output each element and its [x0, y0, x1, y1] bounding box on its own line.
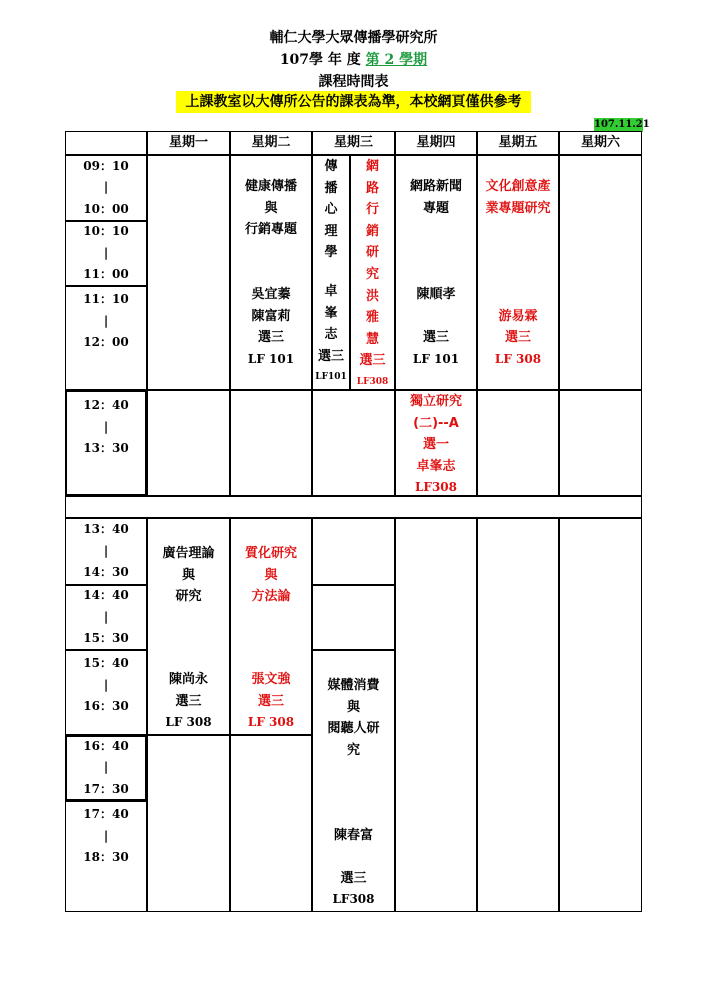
day-header-fri: 星期五 [477, 131, 559, 155]
course-type: 選三 [317, 348, 344, 364]
course-title-char: 播 [324, 180, 338, 196]
cell-wed-noon [312, 390, 395, 496]
time-end: 12：00 [83, 335, 129, 350]
course-title-line: 專題 [422, 200, 449, 216]
time-separator: | [103, 180, 109, 195]
time-separator: | [103, 543, 109, 558]
time-start: 17：40 [83, 807, 129, 821]
academic-year [0, 49, 707, 69]
time-start: 11：10 [83, 292, 129, 306]
course-room: LF101 [315, 372, 347, 383]
cell-tue-noon [230, 390, 312, 496]
school-title: 輔仁大學大眾傳播學研究所 [269, 30, 438, 46]
term-label: 第 2 學期 [365, 52, 428, 68]
course-teacher: 陳順孝 [416, 286, 456, 302]
course-teacher: 陳尚永 [168, 672, 208, 688]
course-teacher-char: 志 [324, 327, 338, 343]
time-slot-4 [65, 390, 147, 496]
time-start: 16：40 [83, 738, 129, 753]
course-wed-am-a[interactable] [312, 155, 350, 390]
time-end: 10：00 [83, 201, 129, 216]
time-end: 16：30 [83, 699, 129, 714]
course-thu-noon[interactable] [395, 390, 477, 496]
course-title-line: (二)--A [413, 415, 459, 431]
course-title-char: 銷 [365, 223, 379, 239]
course-type: 選三 [504, 330, 531, 346]
course-type: 選三 [257, 330, 284, 346]
course-type: 選三 [359, 353, 386, 369]
update-date: 107.11.21 [594, 119, 650, 130]
course-teacher-char: 卓 [324, 284, 338, 300]
course-teacher: 吳宜蓁 [251, 286, 291, 302]
course-title-line: 廣告理論 [162, 546, 215, 561]
time-separator: | [103, 760, 109, 775]
time-slot-3 [65, 286, 147, 390]
course-room: LF 308 [494, 351, 542, 366]
course-teacher: 游易霖 [498, 308, 538, 324]
course-teacher-char: 慧 [365, 331, 379, 347]
course-wed-pm[interactable] [312, 650, 395, 912]
time-separator: | [103, 419, 109, 434]
notice-banner: 上課教室以大傳所公告的課表為準，本校網頁僅供參考 [176, 91, 531, 113]
cell-tue-late [230, 735, 312, 912]
cell-sat-am [559, 155, 642, 390]
time-start: 12：40 [83, 398, 129, 412]
time-end: 13：30 [83, 441, 129, 456]
course-tue-am[interactable] [230, 155, 312, 390]
cell-sat-noon [559, 390, 642, 496]
time-end: 11：00 [83, 267, 129, 282]
course-fri-am[interactable] [477, 155, 559, 390]
course-title-char: 路 [365, 180, 379, 196]
time-slot-7 [65, 650, 147, 735]
course-title-char: 研 [365, 245, 379, 261]
day-header-tue: 星期二 [230, 131, 312, 155]
academic-year-prefix: 107學 年 度 [279, 52, 361, 68]
time-start: 14：40 [83, 588, 129, 603]
time-separator: | [103, 677, 109, 692]
course-teacher: 張文強 [251, 672, 291, 688]
time-separator: | [103, 245, 109, 260]
course-title-line: 與 [181, 567, 195, 583]
timetable-subtitle: 課程時間表 [318, 74, 389, 90]
course-mon-pm[interactable] [147, 518, 230, 735]
course-title-line: 與 [264, 200, 278, 216]
time-slot-1 [65, 155, 147, 221]
course-room: LF 101 [412, 351, 460, 366]
time-end: 17：30 [83, 781, 129, 796]
day-header-sat: 星期六 [559, 131, 642, 155]
corner-cell [65, 131, 147, 155]
course-title-char: 學 [324, 245, 338, 261]
cell-sat-pm [559, 518, 642, 912]
course-room: LF 101 [247, 351, 295, 366]
cell-fri-noon [477, 390, 559, 496]
course-title-line: 獨立研究 [409, 394, 462, 409]
break-row [65, 496, 642, 518]
course-room: LF308 [332, 892, 375, 907]
cell-wed-pm-2 [312, 585, 395, 650]
course-type: 選三 [175, 693, 202, 709]
day-header-thu: 星期四 [395, 131, 477, 155]
cell-fri-pm [477, 518, 559, 912]
course-title-line: 網路新聞 [409, 179, 462, 194]
time-separator: | [103, 609, 109, 624]
cell-mon-am [147, 155, 230, 390]
course-title-line: 與 [264, 567, 278, 583]
course-teacher-char: 雅 [365, 310, 379, 326]
cell-wed-pm-1 [312, 518, 395, 585]
course-title-line: 研究 [175, 589, 202, 605]
cell-mon-noon [147, 390, 230, 496]
course-room: LF 308 [247, 715, 295, 730]
time-slot-6 [65, 585, 147, 650]
course-room: LF308 [356, 376, 389, 387]
time-start: 10：10 [83, 224, 129, 239]
course-title-char: 究 [365, 266, 379, 282]
time-separator: | [103, 828, 109, 843]
time-start: 09：10 [83, 158, 129, 173]
course-title-char: 行 [365, 202, 379, 218]
time-end: 14：30 [83, 565, 129, 580]
time-end: 15：30 [83, 631, 129, 646]
course-title-line: 行銷專題 [244, 222, 297, 238]
course-type: 選三 [422, 330, 449, 346]
time-slot-9 [65, 801, 147, 912]
course-thu-am[interactable] [395, 155, 477, 390]
course-title-line: 文化創意產 [485, 179, 551, 194]
course-teacher: 陳富莉 [251, 308, 291, 324]
course-wed-am-b[interactable] [350, 155, 395, 390]
course-title-char: 網 [365, 159, 379, 174]
course-title-char: 心 [324, 202, 338, 218]
course-title-line: 閱聽人研 [327, 721, 380, 737]
time-slot-2 [65, 221, 147, 286]
course-type: 選三 [340, 870, 367, 886]
course-tue-pm[interactable] [230, 518, 312, 735]
course-title-char: 理 [324, 223, 338, 239]
course-type: 選一 [422, 437, 449, 453]
course-title-line: 究 [346, 742, 360, 758]
time-end: 18：30 [83, 850, 129, 865]
course-teacher: 陳春富 [333, 827, 373, 843]
day-header-mon: 星期一 [147, 131, 230, 155]
course-title-line: 業專題研究 [485, 200, 551, 216]
course-teacher-char: 峯 [324, 305, 338, 321]
course-title-char: 傳 [324, 159, 338, 174]
course-room: LF308 [414, 480, 457, 495]
course-title-line: 媒體消費 [327, 678, 380, 693]
course-type: 選三 [257, 693, 284, 709]
cell-mon-late [147, 735, 230, 912]
cell-thu-pm [395, 518, 477, 912]
time-slot-5 [65, 518, 147, 585]
course-title-line: 健康傳播 [244, 179, 297, 194]
course-title-line: 與 [346, 699, 360, 715]
time-separator: | [103, 313, 109, 328]
time-slot-8 [65, 735, 147, 801]
time-start: 15：40 [83, 656, 129, 670]
course-title-line: 方法論 [251, 589, 291, 605]
course-teacher-char: 洪 [365, 288, 379, 304]
day-header-wed: 星期三 [312, 131, 395, 155]
course-title-line: 質化研究 [244, 546, 297, 561]
course-teacher: 卓峯志 [416, 458, 456, 474]
course-room: LF 308 [165, 715, 212, 730]
time-start: 13：40 [83, 522, 129, 537]
